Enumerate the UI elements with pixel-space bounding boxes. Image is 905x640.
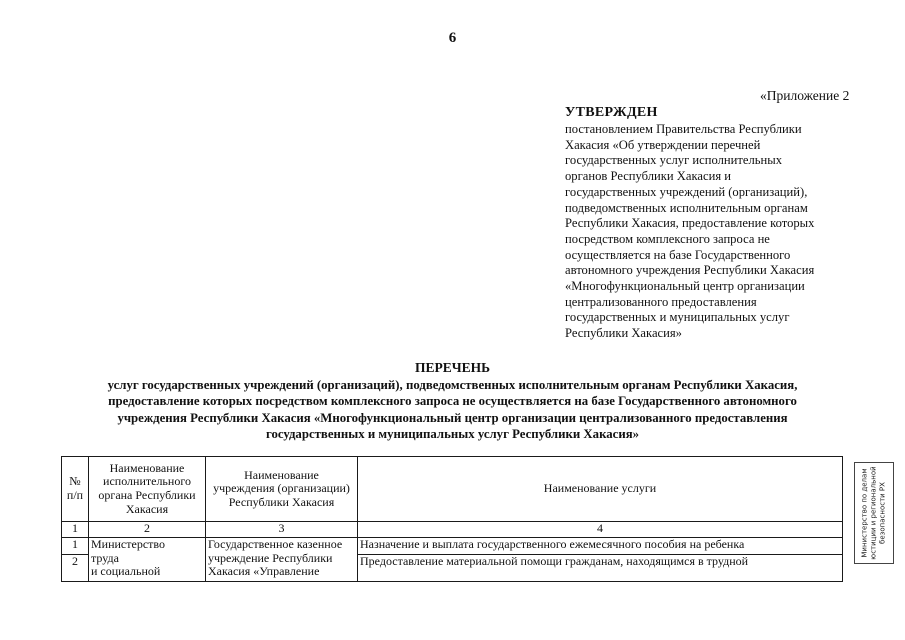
table-row bbox=[62, 538, 843, 555]
approved-line: автономного учреждения Республики Хакасия bbox=[565, 263, 815, 278]
approved-line: подведомственных исполнительным органам bbox=[565, 200, 808, 215]
page-number: 6 bbox=[448, 30, 457, 46]
approved-line: постановлением Правительства Республики bbox=[565, 122, 802, 136]
service-cell: Назначение и выплата государственного ежемесячного пособия на ребенка bbox=[358, 538, 843, 555]
appendix-label: «Приложение 2 bbox=[760, 88, 850, 103]
stamp-line: Министерство по делам bbox=[860, 468, 869, 558]
approved-line: «Многофункциональный центр организации bbox=[565, 279, 805, 294]
approved-line: государственных услуг исполнительных bbox=[565, 153, 782, 168]
institution-cell: Государственное казенное учреждение Республики Хакасия «Управление bbox=[206, 538, 358, 582]
services-table bbox=[61, 456, 843, 582]
list-subtitle-line: предоставление которых посредством комплексного запроса не осуществляется на базе Государственного автономного bbox=[108, 394, 797, 409]
column-number-row bbox=[62, 522, 843, 538]
stamp-line: безопасности РХ bbox=[878, 482, 887, 544]
approved-title: УТВЕРЖДЕН bbox=[565, 105, 658, 120]
approved-line: посредством комплексного запроса не bbox=[565, 231, 770, 246]
approved-line: государственных и муниципальных услуг bbox=[565, 310, 790, 325]
row-number: 1 bbox=[62, 538, 89, 555]
executive-body-cell: Министерство труда и социальной bbox=[89, 538, 206, 582]
approved-body bbox=[565, 122, 865, 342]
column-number: 1 bbox=[62, 522, 89, 538]
approved-line: государственных учреждений (организаций), bbox=[565, 184, 808, 199]
table-header-row bbox=[62, 457, 843, 522]
column-number: 2 bbox=[89, 522, 206, 538]
list-subtitle-line: учреждения Республики Хакасия «Многофункциональный центр организации централизованного предоставления bbox=[117, 410, 788, 425]
approved-line: органов Республики Хакасия и bbox=[565, 169, 732, 184]
service-cell: Предоставление материальной помощи гражданам, находящимся в трудной bbox=[358, 555, 843, 582]
header-number: № п/п bbox=[62, 457, 89, 522]
header-institution: Наименование учреждения (организации) Республики Хакасия bbox=[206, 457, 358, 522]
list-subtitle bbox=[80, 377, 825, 442]
column-number: 4 bbox=[358, 522, 843, 538]
registration-stamp bbox=[854, 462, 894, 564]
header-executive-body: Наименование исполнительного органа Республики Хакасия bbox=[89, 457, 206, 522]
approved-line: Республики Хакасия, предоставление которых bbox=[565, 216, 815, 231]
column-number: 3 bbox=[206, 522, 358, 538]
approved-line: Республики Хакасия» bbox=[565, 326, 682, 341]
list-title: ПЕРЕЧЕНЬ bbox=[414, 360, 491, 375]
approved-line: централизованного предоставления bbox=[565, 294, 757, 309]
header-service: Наименование услуги bbox=[358, 457, 843, 522]
list-subtitle-line: услуг государственных учреждений (организаций), подведомственных исполнительным органам Республики Хакасия, bbox=[107, 378, 798, 392]
row-number: 2 bbox=[62, 555, 89, 582]
list-subtitle-line: государственных и муниципальных услуг Республики Хакасия» bbox=[265, 426, 640, 441]
approved-line: осуществляется на базе Государственного bbox=[565, 247, 791, 262]
stamp-line: юстиции и региональной bbox=[869, 466, 878, 560]
approved-line: Хакасия «Об утверждении перечней bbox=[565, 137, 761, 152]
